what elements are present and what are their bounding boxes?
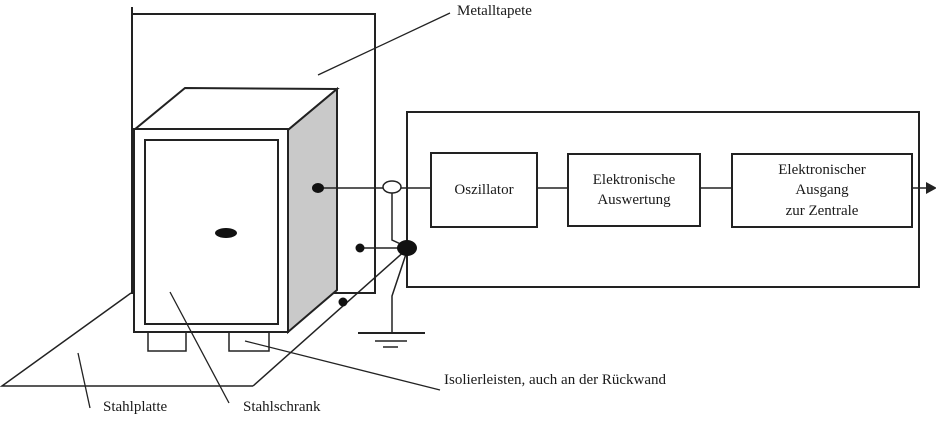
leader-metalltapete <box>318 13 450 75</box>
insulator-bushing <box>383 181 401 193</box>
block-ausgang-label-line3: zur Zentrale <box>785 202 859 219</box>
block-elektronische-auswertung <box>567 153 701 227</box>
block-ausgang-label-line2: Ausgang <box>795 182 849 199</box>
leader-isolierleisten <box>245 341 440 390</box>
block-auswertung-label-line1: Elektronische <box>592 171 676 188</box>
steel-plate-outline <box>2 249 407 386</box>
connection-dots <box>312 183 417 307</box>
block-elektronischer-ausgang <box>731 153 913 228</box>
label-stahlplatte: Stahlplatte <box>103 399 168 415</box>
ground-symbol <box>358 333 425 347</box>
label-isolierleisten: Isolierleisten, auch an der Rückwand <box>444 372 667 388</box>
leader-stahlschrank <box>170 292 229 403</box>
wire-junction-to-ground <box>392 254 406 333</box>
block-oszillator <box>430 152 538 228</box>
contact-dot-wallpaper <box>356 244 365 253</box>
block-auswertung-label-line2: Auswertung <box>597 192 671 208</box>
label-metalltapete: Metalltapete <box>457 3 532 19</box>
metal-wallpaper-outline <box>132 7 375 293</box>
label-stahlschrank: Stahlschrank <box>243 399 321 415</box>
leader-stahlplatte <box>78 353 90 408</box>
cabinet-foot-right <box>229 332 269 351</box>
leader-lines <box>78 13 450 408</box>
cabinet-front-face <box>134 129 288 332</box>
block-ausgang-label-line1: Elektronischer <box>778 162 866 179</box>
contact-dot-plate <box>339 298 348 307</box>
cabinet-side-face <box>288 89 337 332</box>
cabinet-door <box>145 140 278 324</box>
steel-cabinet <box>134 88 337 351</box>
door-handle <box>215 228 237 238</box>
cabinet-top-face <box>134 88 337 130</box>
contact-dot-cabinet <box>312 183 324 193</box>
block-oszillator-label: Oszillator <box>454 181 514 198</box>
cabinet-foot-left <box>148 332 186 351</box>
plate-ground-wire <box>253 249 407 386</box>
wire-insulator-to-junction <box>392 193 405 246</box>
signal-arrowhead <box>926 182 936 194</box>
